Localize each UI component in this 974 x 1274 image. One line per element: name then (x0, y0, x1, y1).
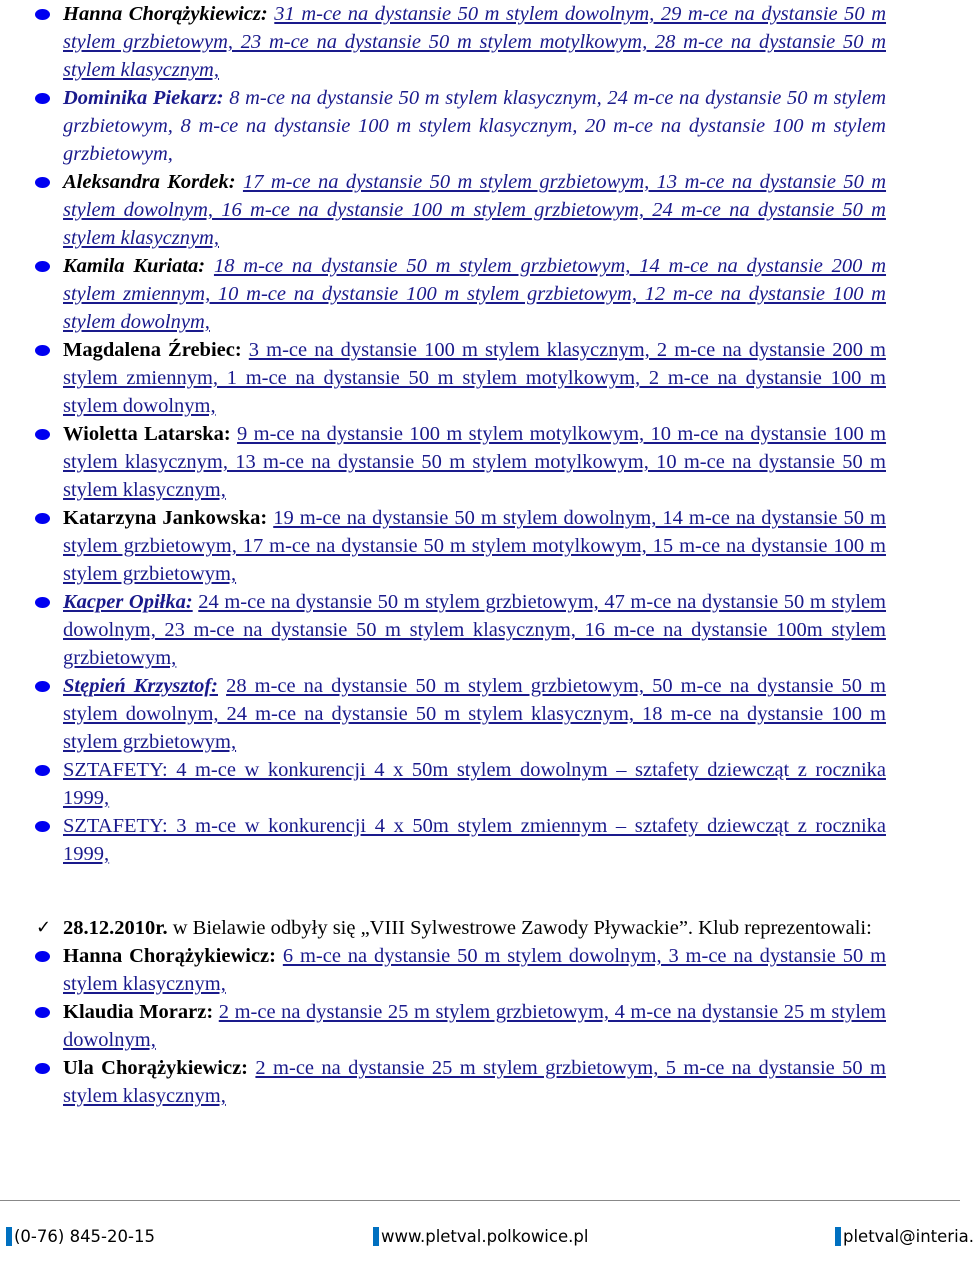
bullet-icon (35, 951, 50, 962)
swimmer-name: Aleksandra Kordek: (63, 171, 236, 193)
swimmer-name: Klaudia Morarz: (63, 1001, 214, 1023)
footer-email[interactable] (835, 1227, 974, 1246)
footer-divider (0, 1200, 960, 1201)
list-item (0, 812, 886, 868)
result-text[interactable]: 2 m-ce na dystansie 25 m stylem grzbietowym, 4 m-ce na dystansie 25 m stylem dowolnym, (63, 1001, 886, 1051)
result-text: 8 m-ce na dystansie 50 m stylem klasycznym, 24 m-ce na dystansie 50 m stylem grzbietowym, 8 m-ce na dystansie 100 m stylem klasycznym, 20 m-ce na dystansie 100 m stylem grzbietowym, (63, 87, 887, 165)
list-item (0, 998, 886, 1054)
result-text[interactable]: 9 m-ce na dystansie 100 m stylem motylkowym, 10 m-ce na dystansie 100 m stylem klasycznym, 13 m-ce na dystansie 50 m stylem motylkowym, 10 m-ce na dystansie 50 m stylem klasycznym, (63, 423, 887, 501)
event-heading (0, 914, 886, 942)
bullet-icon (35, 177, 50, 188)
swimmer-name: Kamila Kuriata: (63, 255, 206, 277)
event-text: w Bielawie odbyły się „VIII Sylwestrowe Zawody Pływackie”. Klub reprezentowali: (172, 917, 872, 939)
swimmer-name: Wioletta Latarska: (63, 423, 231, 445)
list-item (0, 252, 886, 336)
result-text[interactable]: 31 m-ce na dystansie 50 m stylem dowolnym, 29 m-ce na dystansie 50 m stylem grzbietowym, 23 m-ce na dystansie 50 m stylem motylkowym, 28 m-ce na dystansie 50 m stylem klasycznym, (63, 3, 887, 81)
result-text[interactable]: 28 m-ce na dystansie 50 m stylem grzbietowym, 50 m-ce na dystansie 50 m stylem dowolnym, 24 m-ce na dystansie 50 m stylem klasycznym, 18 m-ce na dystansie 100 m stylem grzbietowym, (63, 675, 887, 753)
event-date: 28.12.2010r. (63, 917, 168, 939)
relay-text[interactable]: SZTAFETY: 3 m-ce w konkurencji 4 x 50m stylem zmiennym – sztafety dziewcząt z rocznika 1999, (63, 815, 886, 865)
swimmer-name: Magdalena Źrebiec: (63, 339, 242, 361)
page-footer (0, 1194, 974, 1274)
list-item (0, 168, 886, 252)
result-text[interactable]: 19 m-ce na dystansie 50 m stylem dowolnym, 14 m-ce na dystansie 50 m stylem grzbietowym, 17 m-ce na dystansie 50 m stylem motylkowym, 15 m-ce na dystansie 100 m stylem grzbietowym, (63, 507, 886, 585)
bullet-icon (35, 261, 50, 272)
bullet-icon (35, 681, 50, 692)
list-item (0, 672, 886, 756)
list-item (0, 942, 886, 998)
swimmer-name: Ula Chorążykiewicz: (63, 1057, 249, 1079)
result-text[interactable]: 24 m-ce na dystansie 50 m stylem grzbietowym, 47 m-ce na dystansie 50 m stylem dowolnym, 23 m-ce na dystansie 50 m stylem klasycznym, 16 m-ce na dystansie 100m stylem grzbietowym, (63, 591, 887, 669)
bullet-icon (35, 597, 50, 608)
bullet-icon (35, 1007, 50, 1018)
phone-text: (0-76) 845-20-15 (14, 1227, 155, 1246)
swimmer-name[interactable]: Stępień Krzysztof: (63, 675, 218, 697)
list-item (0, 336, 886, 420)
section-gap (0, 868, 960, 914)
phone-icon (6, 1227, 12, 1246)
list-item (0, 588, 886, 672)
result-text[interactable]: 18 m-ce na dystansie 50 m stylem grzbietowym, 14 m-ce na dystansie 200 m stylem zmiennym, 10 m-ce na dystansie 100 m stylem grzbietowym, 12 m-ce na dystansie 100 m stylem dowolnym, (63, 255, 887, 333)
bullet-icon (35, 93, 50, 104)
checkmark-icon: ✓ (36, 917, 52, 938)
bullet-icon (35, 513, 50, 524)
result-text[interactable]: 2 m-ce na dystansie 25 m stylem grzbietowym, 5 m-ce na dystansie 50 m stylem klasycznym, (63, 1057, 887, 1107)
bullet-icon (35, 821, 50, 832)
footer-phone (6, 1227, 155, 1246)
swimmer-name: Katarzyna Jankowska: (63, 507, 268, 529)
bullet-icon (35, 9, 50, 20)
result-text[interactable]: 17 m-ce na dystansie 50 m stylem grzbietowym, 13 m-ce na dystansie 50 m stylem dowolnym, 16 m-ce na dystansie 100 m stylem grzbietowym, 24 m-ce na dystansie 50 m stylem klasycznym, (63, 171, 887, 249)
list-item (0, 420, 886, 504)
swimmer-name: Hanna Chorążykiewicz: (63, 945, 276, 967)
web-icon (373, 1227, 379, 1246)
swimmer-name[interactable]: Kacper Opiłka: (63, 591, 193, 613)
list-item (0, 0, 886, 84)
swimmer-name: Dominika Piekarz: (63, 87, 224, 109)
list-item (0, 84, 886, 168)
email-text[interactable]: pletval@interia. (843, 1227, 974, 1246)
result-text[interactable]: 3 m-ce na dystansie 100 m stylem klasycznym, 2 m-ce na dystansie 200 m stylem zmiennym, 1 m-ce na dystansie 50 m stylem motylkowym, 2 m-ce na dystansie 100 m stylem dowolnym, (63, 339, 886, 417)
relay-text[interactable]: SZTAFETY: 4 m-ce w konkurencji 4 x 50m stylem dowolnym – sztafety dziewcząt z rocznika 1999, (63, 759, 886, 809)
list-item (0, 756, 886, 812)
bullet-icon (35, 1063, 50, 1074)
list-item (0, 1054, 886, 1110)
list-item (0, 504, 886, 588)
email-icon (835, 1227, 841, 1246)
bullet-icon (35, 765, 50, 776)
result-text[interactable]: 6 m-ce na dystansie 50 m stylem dowolnym, 3 m-ce na dystansie 50 m stylem klasycznym, (63, 945, 887, 995)
footer-website[interactable] (373, 1227, 588, 1246)
swimmer-name: Hanna Chorążykiewicz: (63, 3, 268, 25)
bullet-icon (35, 429, 50, 440)
bullet-icon (35, 345, 50, 356)
website-text[interactable]: www.pletval.polkowice.pl (381, 1227, 589, 1246)
